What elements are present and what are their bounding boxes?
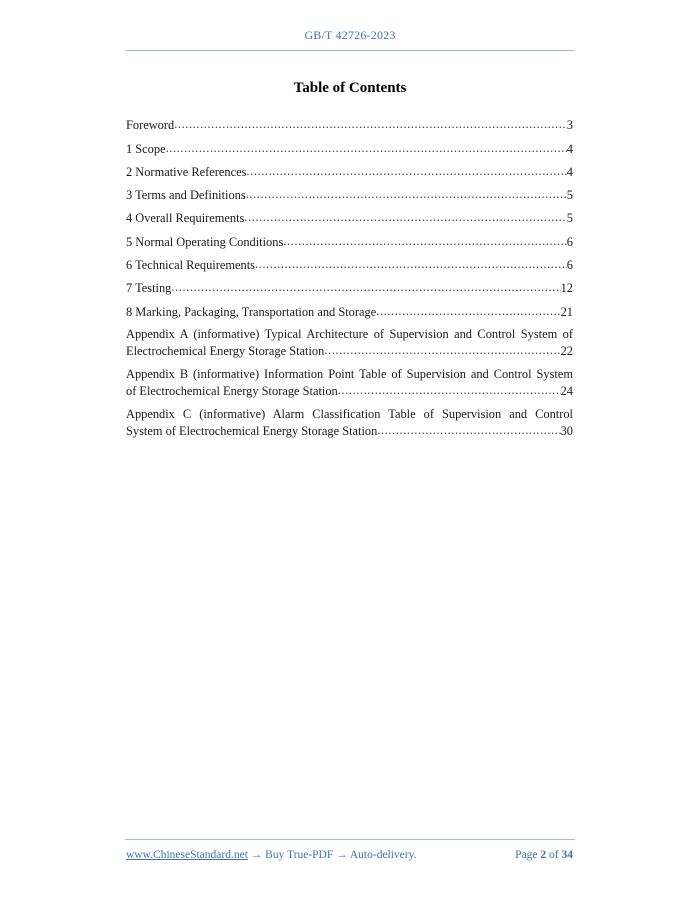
toc-entry-title: 3 Terms and Definitions bbox=[126, 188, 246, 203]
toc-entry-appendix-c[interactable] bbox=[126, 406, 573, 440]
toc-entry-scope[interactable] bbox=[126, 133, 573, 156]
toc-entry-title-line2: of Electrochemical Energy Storage Station bbox=[126, 384, 338, 399]
toc-entry-title: 7 Testing bbox=[126, 281, 172, 296]
toc-leader-dots bbox=[255, 256, 567, 272]
toc-entry-appendix-a[interactable] bbox=[126, 326, 573, 360]
footer-divider bbox=[125, 839, 575, 840]
toc-entry-normative-references[interactable] bbox=[126, 157, 573, 180]
toc-leader-dots bbox=[244, 209, 566, 225]
page-total: 34 bbox=[561, 849, 573, 861]
toc-leader-dots bbox=[283, 233, 567, 249]
toc-entry-page: 6 bbox=[566, 234, 573, 249]
footer-promo bbox=[126, 849, 417, 861]
toc-entry-title-line2: System of Electrochemical Energy Storage Station bbox=[126, 424, 378, 439]
toc-entry-testing[interactable] bbox=[126, 273, 573, 296]
toc-leader-dots bbox=[246, 163, 566, 179]
toc-leader-dots bbox=[174, 116, 567, 132]
toc-entry-foreword[interactable] bbox=[126, 110, 573, 133]
arrow-right-icon: → bbox=[336, 849, 348, 861]
toc-leader-dots bbox=[171, 279, 560, 295]
delivery-text: Auto-delivery. bbox=[349, 849, 417, 861]
toc-leader-dots bbox=[166, 140, 567, 156]
toc-entry-page: 24 bbox=[560, 384, 573, 399]
toc-entry-marking-packaging[interactable] bbox=[126, 296, 573, 319]
toc-leader-dots bbox=[324, 342, 560, 359]
toc-entry-page: 3 bbox=[566, 118, 573, 133]
toc-entry-page: 4 bbox=[566, 164, 573, 179]
toc-entry-title: 4 Overall Requirements bbox=[126, 211, 245, 226]
toc-entry-page: 30 bbox=[560, 424, 573, 439]
buy-text: Buy True-PDF bbox=[265, 849, 334, 861]
toc-title: Table of Contents bbox=[293, 80, 407, 96]
toc-leader-dots bbox=[338, 382, 561, 399]
toc-entry-title: Foreword bbox=[126, 118, 175, 133]
toc-entry-technical-requirements[interactable] bbox=[126, 250, 573, 273]
toc-entry-title-line1: Appendix B (informative) Information Point Table of Supervision and Control System bbox=[126, 366, 573, 381]
toc-entry-page: 12 bbox=[560, 281, 573, 296]
site-link[interactable]: www.ChineseStandard.net bbox=[126, 849, 248, 861]
toc-entry-page: 22 bbox=[560, 344, 573, 359]
toc-entry-title: 1 Scope bbox=[126, 141, 166, 156]
toc-entry-title-line1: Appendix C (informative) Alarm Classification Table of Supervision and Control bbox=[126, 406, 573, 421]
toc-entry-title-line2: Electrochemical Energy Storage Station bbox=[126, 344, 325, 359]
toc-entry-title: 5 Normal Operating Conditions bbox=[126, 234, 284, 249]
table-of-contents bbox=[126, 110, 573, 445]
toc-entry-page: 5 bbox=[566, 188, 573, 203]
toc-entry-title: 8 Marking, Packaging, Transportation and Storage bbox=[126, 304, 377, 319]
toc-entry-overall-requirements[interactable] bbox=[126, 203, 573, 226]
toc-leader-dots bbox=[377, 422, 560, 439]
arrow-right-icon: → bbox=[250, 849, 263, 861]
toc-entry-title: 6 Technical Requirements bbox=[126, 258, 255, 273]
toc-entry-title-line1: Appendix A (informative) Typical Architecture of Supervision and Control System of bbox=[126, 326, 573, 341]
toc-entry-title: 2 Normative References bbox=[126, 164, 247, 179]
page-label: Page bbox=[515, 849, 538, 861]
toc-leader-dots bbox=[376, 303, 560, 319]
header-divider bbox=[125, 50, 575, 51]
toc-entry-appendix-b[interactable] bbox=[126, 366, 573, 400]
standard-code: GB/T 42726-2023 bbox=[304, 28, 396, 42]
page-current: 2 bbox=[540, 849, 547, 861]
toc-entry-normal-operating-conditions[interactable] bbox=[126, 226, 573, 249]
toc-entry-page: 21 bbox=[560, 304, 573, 319]
toc-leader-dots bbox=[246, 186, 567, 202]
toc-entry-terms-definitions[interactable] bbox=[126, 180, 573, 203]
page-of: of bbox=[549, 849, 559, 861]
page-indicator bbox=[515, 849, 573, 861]
toc-entry-page: 5 bbox=[566, 211, 573, 226]
toc-entry-page: 4 bbox=[566, 141, 573, 156]
toc-entry-page: 6 bbox=[566, 258, 573, 273]
